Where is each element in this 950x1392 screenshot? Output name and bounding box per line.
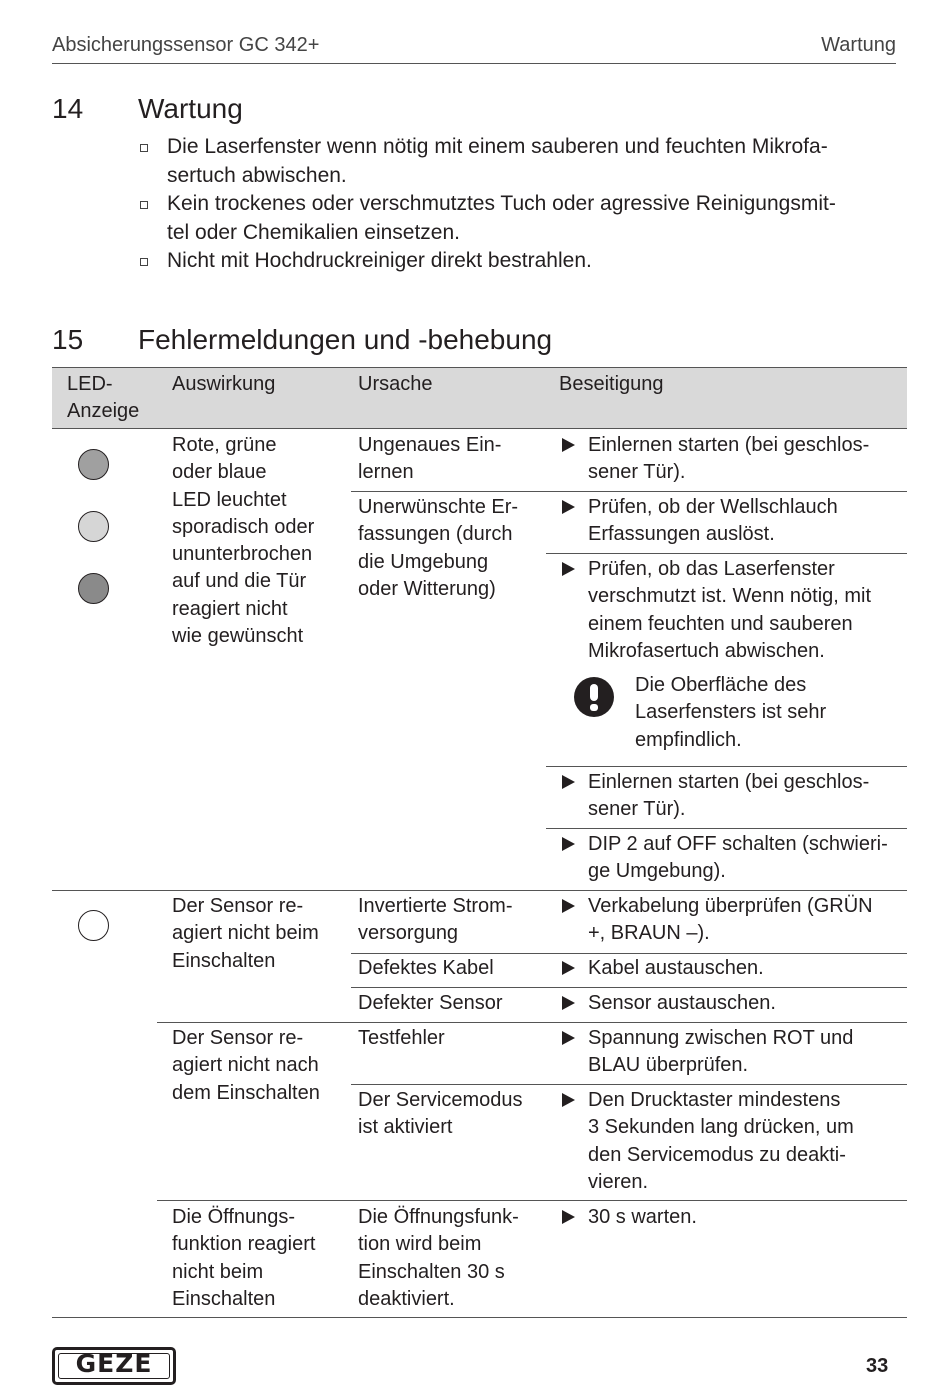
header-led: LED- Anzeige [67, 373, 140, 422]
led-green-icon [78, 511, 109, 542]
led-blue-icon [78, 573, 109, 604]
led-red-icon [78, 449, 109, 480]
arrow-right-icon [562, 1031, 575, 1045]
remedy-check-laser-window: Prüfen, ob das Laserfenster verschmutzt ist. Wenn nötig, mit einem feuchten und sauberen Mikrofasertuch abwischen. [588, 558, 872, 662]
remedy-deactivate-service-mode: Den Drucktaster mindestens 3 Sekunden lang drücken, um den Servicemodus zu deakti- vieren. [588, 1089, 854, 1193]
warning-exclamation-icon [574, 677, 614, 717]
cause-unwanted-detection: Unerwünschte Er- fassungen (durch die Umgebung oder Witterung) [358, 496, 519, 600]
square-bullet-icon [140, 144, 148, 152]
remedy-check-corrugated-hose: Prüfen, ob der Wellschlauch Erfassungen auslöst. [588, 496, 838, 546]
remedy-dip2-off: DIP 2 auf OFF schalten (schwieri- ge Umgebung). [588, 833, 888, 883]
effect-no-reaction-after-power: Der Sensor re- agiert nicht nach dem Einschalten [172, 1027, 320, 1104]
arrow-right-icon [562, 837, 575, 851]
table-bottom-rule [52, 1317, 907, 1318]
arrow-right-icon [562, 1210, 575, 1224]
row-divider [157, 1200, 907, 1201]
cause-defective-sensor: Defekter Sensor [358, 992, 503, 1014]
maintenance-item: Kein trockenes oder verschmutztes Tuch oder agressive Reinigungsmit- tel oder Chemikalien einsetzen. [138, 190, 898, 247]
maintenance-list [138, 133, 898, 276]
cause-inverted-power: Invertierte Strom- versorgung [358, 895, 513, 945]
header-effect: Auswirkung [172, 373, 276, 395]
arrow-right-icon [562, 996, 575, 1010]
remedy-replace-sensor: Sensor austauschen. [588, 992, 776, 1014]
effect-no-reaction-on-power: Der Sensor re- agiert nicht beim Einschalten [172, 895, 319, 972]
square-bullet-icon [140, 258, 148, 266]
row-divider [157, 1022, 907, 1023]
header-rule [52, 63, 896, 64]
arrow-right-icon [562, 961, 575, 975]
geze-logo: GEZE [52, 1347, 176, 1385]
row-divider [351, 1084, 907, 1085]
cause-defective-cable: Defektes Kabel [358, 957, 494, 979]
row-divider [546, 828, 907, 829]
header-remedy: Beseitigung [559, 373, 664, 395]
section-14-number: 14 [52, 93, 84, 124]
arrow-right-icon [562, 899, 575, 913]
running-header-section: Wartung [821, 34, 896, 56]
arrow-right-icon [562, 562, 575, 576]
remedy-wait-30s: 30 s warten. [588, 1206, 697, 1228]
cause-inaccurate-learning: Ungenaues Ein- lernen [358, 434, 502, 484]
row-divider [351, 987, 907, 988]
group-divider [52, 890, 907, 891]
arrow-right-icon [562, 775, 575, 789]
arrow-right-icon [562, 1093, 575, 1107]
arrow-right-icon [562, 500, 575, 514]
remedy-start-learning: Einlernen starten (bei geschlos- sener Tür). [588, 434, 870, 484]
row-divider [546, 553, 907, 554]
square-bullet-icon [140, 201, 148, 209]
remedy-check-voltage: Spannung zwischen ROT und BLAU überprüfen. [588, 1027, 854, 1077]
cause-test-error: Testfehler [358, 1027, 445, 1049]
effect-opening-function: Die Öffnungs- funktion reagiert nicht beim Einschalten [172, 1206, 316, 1310]
remedy-replace-cable: Kabel austauschen. [588, 957, 764, 979]
remedy-start-learning-2: Einlernen starten (bei geschlos- sener Tür). [588, 771, 870, 821]
section-15-title: Fehlermeldungen und -behebung [138, 324, 553, 355]
effect-led-lights: Rote, grüne oder blaue LED leuchtet sporadisch oder ununterbrochen auf und die Tür reagiert nicht wie gewünscht [172, 434, 315, 648]
arrow-right-icon [562, 438, 575, 452]
page-number: 33 [866, 1355, 889, 1377]
led-off-icon [78, 910, 109, 941]
row-divider [546, 766, 907, 767]
running-header-title: Absicherungssensor GC 342+ [52, 34, 320, 56]
row-divider [351, 953, 907, 954]
maintenance-item: Nicht mit Hochdruckreiniger direkt bestrahlen. [138, 247, 898, 276]
warning-note: Die Oberfläche des Laserfensters ist sehr empfindlich. [635, 674, 827, 751]
section-15-number: 15 [52, 324, 84, 355]
section-14-title: Wartung [138, 93, 243, 124]
row-divider [351, 491, 907, 492]
maintenance-item: Die Laserfenster wenn nötig mit einem sauberen und feuchten Mikrofa- sertuch abwischen. [138, 133, 898, 190]
remedy-check-wiring: Verkabelung überprüfen (GRÜN +, BRAUN –). [588, 895, 873, 945]
cause-opening-deactivated: Die Öffnungsfunk- tion wird beim Einschalten 30 s deaktiviert. [358, 1206, 519, 1310]
cause-service-mode: Der Servicemodus ist aktiviert [358, 1089, 523, 1139]
header-cause: Ursache [358, 373, 433, 395]
